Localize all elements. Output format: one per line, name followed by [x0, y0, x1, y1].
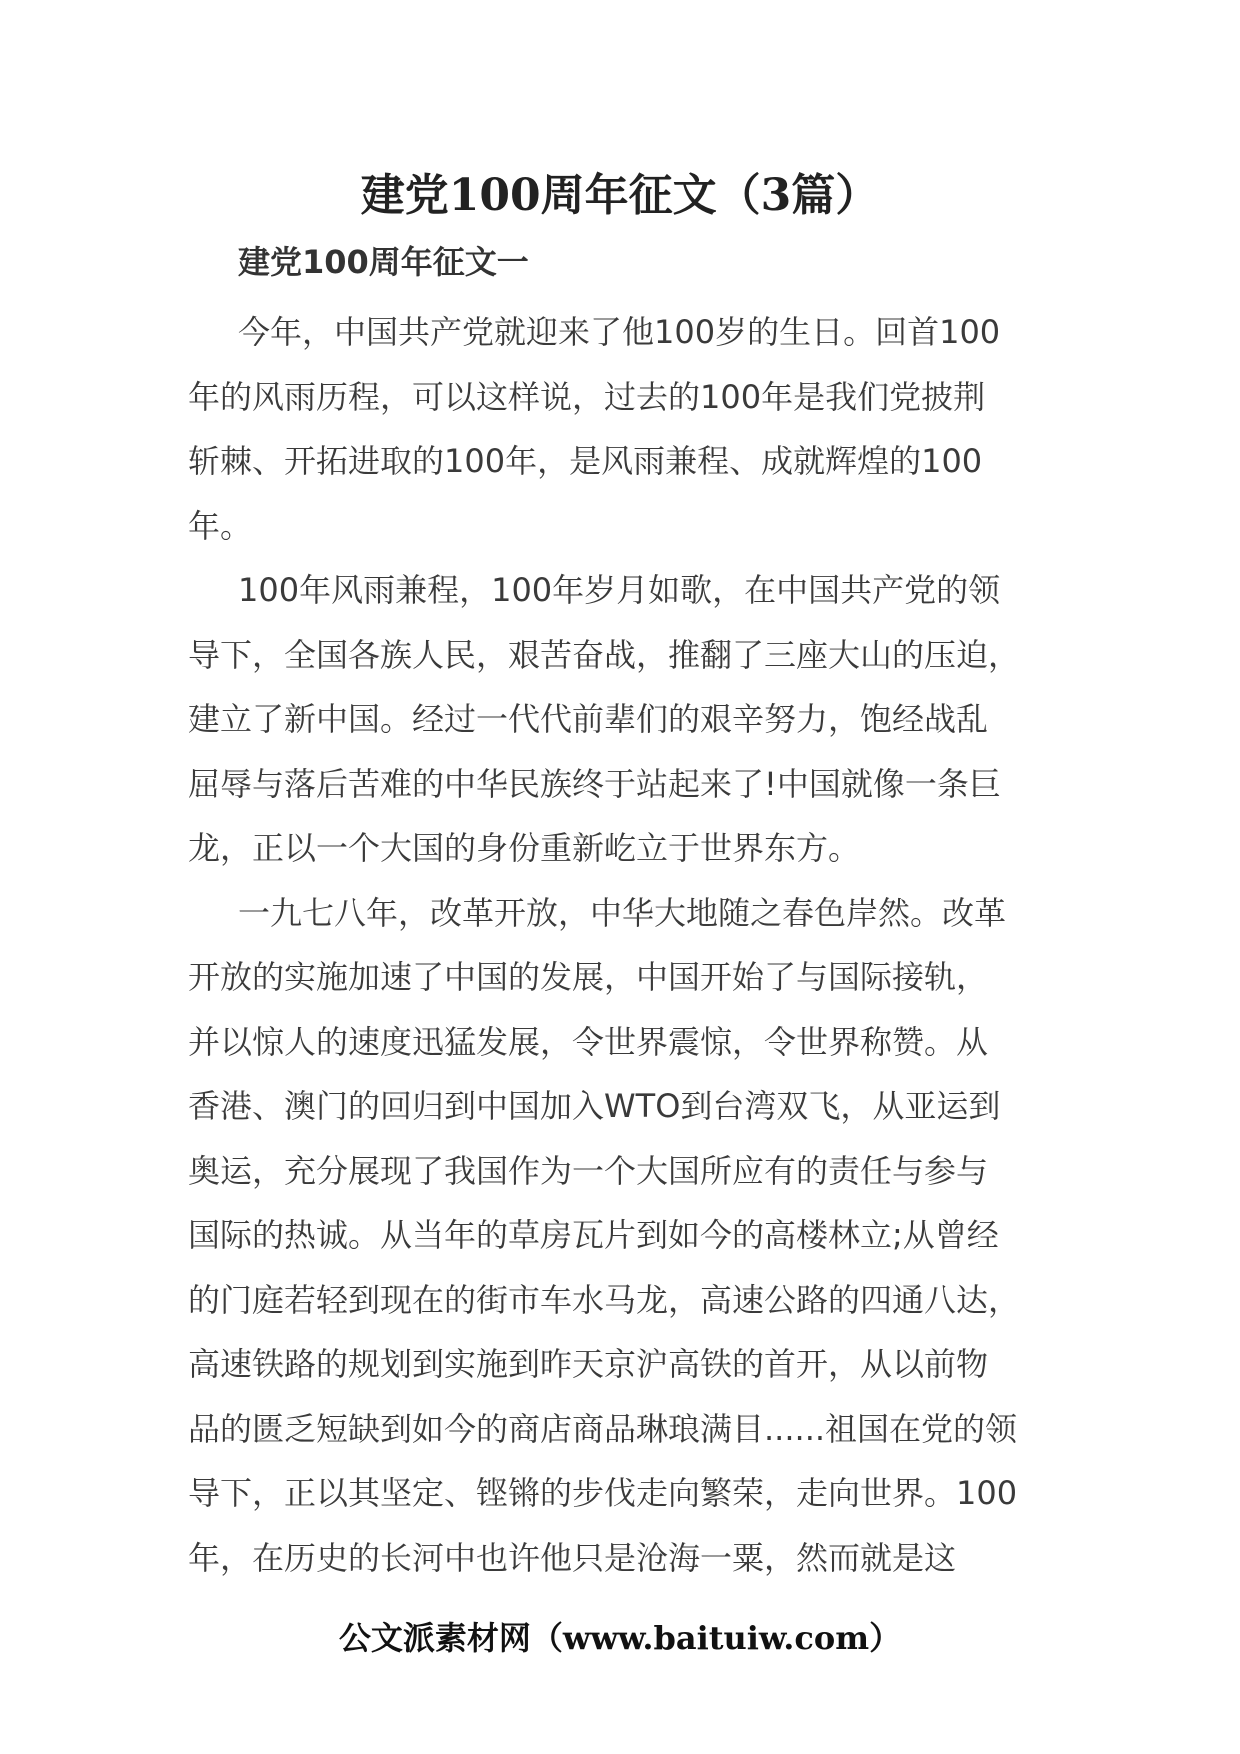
text-line: 香港、澳门的回归到中国加入WTO到台湾双飞，从亚运到: [188, 1087, 1001, 1125]
text-line: 年的风雨历程，可以这样说，过去的100年是我们党披荆: [188, 377, 986, 416]
text-line: 100年风雨兼程，100年岁月如歌，在中国共产党的领: [238, 571, 1001, 609]
text-line: 奥运，充分展现了我国作为一个大国所应有的责任与参与: [188, 1151, 989, 1190]
text-line: 斩棘、开拓进取的100年，是风雨兼程、成就辉煌的100: [188, 442, 983, 480]
text-line: 年。: [188, 506, 253, 545]
text-line: 导下，全国各族人民，艰苦奋战，推翻了三座大山的压迫，: [188, 635, 1021, 674]
text-line: 建立了新中国。经过一代代前辈们的艰辛努力，饱经战乱: [188, 700, 989, 738]
text-line: 龙，正以一个大国的身份重新屹立于世界东方。: [188, 829, 861, 867]
text-line: 高速铁路的规划到实施到昨天京沪高铁的首开，从以前物: [188, 1345, 989, 1383]
text-line: 国际的热诚。从当年的草房瓦片到如今的高楼林立;从曾经: [188, 1216, 999, 1254]
text-line: 开放的实施加速了中国的发展，中国开始了与国际接轨，: [188, 958, 989, 996]
text-line: 一九七八年，改革开放，中华大地随之春色岸然。改革: [238, 893, 1007, 932]
text-line: 导下，正以其坚定、铿锵的步伐走向繁荣，走向世界。100: [188, 1474, 1018, 1512]
text-line: 品的匮乏短缺到如今的商店商品琳琅满目......祖国在党的领: [188, 1409, 1018, 1448]
text-line: 今年，中国共产党就迎来了他100岁的生日。回首100: [238, 313, 1001, 351]
text-line: 并以惊人的速度迅猛发展，令世界震惊，令世界称赞。从: [188, 1022, 989, 1061]
text-line: 屈辱与落后苦难的中华民族终于站起来了!中国就像一条巨: [188, 764, 1001, 803]
text-line: 的门庭若轻到现在的街市车水马龙，高速公路的四通八达，: [188, 1280, 1021, 1319]
paragraph: [188, 300, 1068, 558]
section-heading: 建党100周年征文一: [238, 243, 529, 281]
page-footer: 公文派素材网（www.baituiw.com）: [338, 1619, 902, 1657]
paragraph: [188, 558, 1068, 881]
paragraph: [188, 881, 1068, 1591]
document-title: 建党100周年征文（3篇）: [360, 170, 880, 221]
text-line: 年，在历史的长河中也许他只是沧海一粟，然而就是这: [188, 1538, 957, 1577]
document-body: [188, 300, 1068, 1590]
